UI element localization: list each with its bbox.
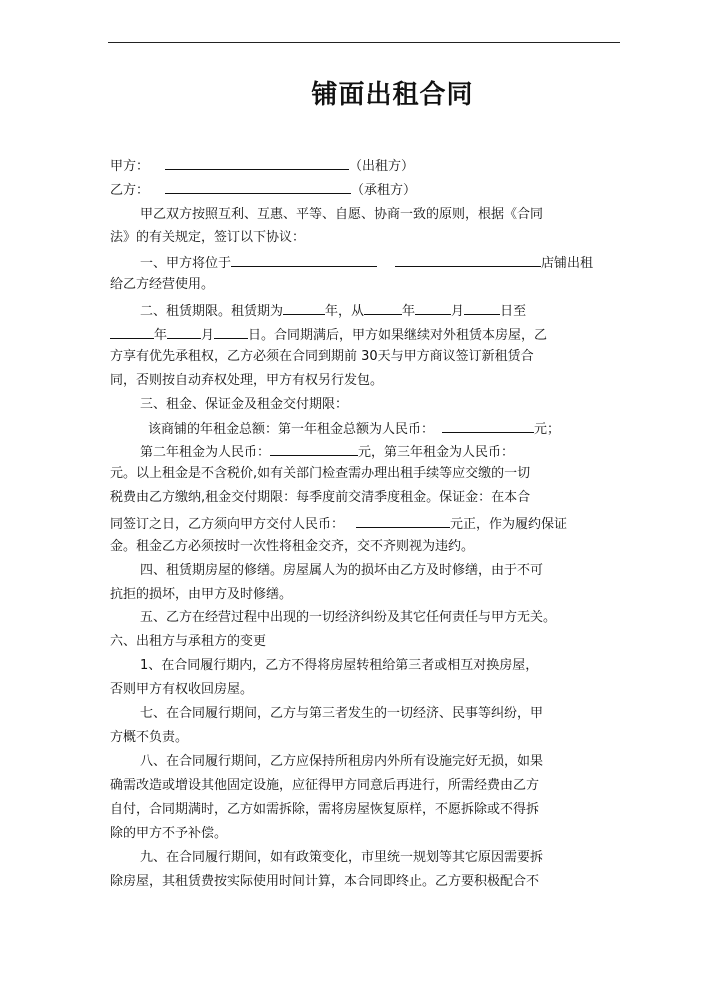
clause-2-text: 年 — [154, 328, 168, 343]
rent-text: 元； — [534, 422, 561, 437]
clause-2-text: 年，从 — [325, 304, 365, 319]
paragraph-line: 抗拒的损坏，由甲方及时修缮。 — [110, 587, 293, 602]
paragraph-line: 元。以上租金是不含税价,如有关部门检查需办理出租手续等应交缴的一切 — [110, 466, 531, 481]
party-b-line — [110, 179, 416, 200]
rent-text: 第二年租金为人民币： — [140, 445, 271, 460]
document-title: 铺面出租合同 — [311, 80, 474, 110]
start-year-blank — [364, 300, 402, 315]
party-b-blank — [165, 179, 351, 194]
end-year-blank — [110, 324, 154, 339]
paragraph-line: 1、在合同履行期内，乙方不得将房屋转租给第三者或相互对换房屋， — [140, 658, 539, 673]
party-a-label: 甲方： — [110, 159, 150, 174]
clause-2-text: 日。合同期满后，甲方如果继续对外租赁本房屋，乙 — [248, 328, 548, 343]
start-day-blank — [464, 300, 500, 315]
end-month-blank — [167, 324, 201, 339]
clause-2-line-2 — [110, 324, 547, 345]
rent-year-1-blank — [442, 418, 534, 433]
location-blank-2 — [395, 252, 541, 267]
paragraph-line: 方享有优先承租权，乙方必须在合同到期前 30天与甲方商议签订新租赁合 — [110, 349, 534, 364]
location-blank — [231, 252, 377, 267]
paragraph-line: 税费由乙方缴纳,租金交付期限：每季度前交清季度租金。保证金：在本合 — [110, 490, 531, 505]
paragraph-line: 自付，合同期满时，乙方如需拆除，需将房屋恢复原样，不愿拆除或不得拆 — [110, 802, 540, 817]
paragraph-line: 四、租赁期房屋的修缮。房屋属人为的损坏由乙方及时修缮，由于不可 — [140, 563, 544, 578]
header-rule — [108, 42, 620, 43]
deposit-text: 元正，作为履约保证 — [450, 517, 568, 532]
paragraph-line: 八、在合同履行期间，乙方应保持所租房内外所有设施完好无损，如果 — [140, 754, 544, 769]
rent-year-2-blank — [270, 441, 358, 456]
rent-year-1-line — [148, 418, 560, 439]
party-a-blank — [165, 155, 349, 170]
paragraph-line: 给乙方经营使用。 — [110, 277, 215, 292]
term-years-blank — [283, 300, 325, 315]
start-month-blank — [415, 300, 451, 315]
party-a-role: （出租方） — [349, 159, 415, 174]
paragraph-line: 方概不负责。 — [110, 730, 189, 745]
clause-2-text: 月 — [451, 304, 465, 319]
clause-2-text: 二、租赁期限。租赁期为 — [140, 304, 284, 319]
paragraph-line: 三、租金、保证金及租金交付期限： — [140, 397, 349, 412]
paragraph-line: 九、在合同履行期间，如有政策变化，市里统一规划等其它原因需要拆 — [140, 850, 544, 865]
paragraph-line: 除的甲方不予补偿。 — [110, 826, 228, 841]
party-a-line — [110, 155, 414, 176]
deposit-text: 同签订之日，乙方须向甲方交付人民币： — [110, 517, 345, 532]
clause-1-text-end: 店铺出租 — [541, 256, 594, 271]
paragraph-line: 法》的有关规定，签订以下协议： — [110, 230, 306, 245]
section-heading: 六、出租方与承租方的变更 — [110, 634, 267, 649]
paragraph-line: 金。租金乙方必须按时一次性将租金交齐，交不齐则视为违约。 — [110, 539, 475, 554]
clause-2-line — [140, 300, 526, 321]
rent-year-2-line — [140, 441, 514, 462]
rent-text: 该商铺的年租金总额：第一年租金总额为人民币： — [148, 422, 435, 437]
deposit-blank — [356, 513, 450, 528]
rent-text: 元，第三年租金为人民币： — [358, 445, 515, 460]
end-day-blank — [214, 324, 248, 339]
clause-2-text: 年 — [402, 304, 416, 319]
paragraph-line: 同，否则按自动弃权处理，甲方有权另行发包。 — [110, 373, 384, 388]
paragraph-line: 七、在合同履行期间，乙方与第三者发生的一切经济、民事等纠纷，甲 — [140, 706, 544, 721]
clause-1-text: 一、甲方将位于 — [140, 256, 232, 271]
paragraph-line: 甲乙双方按照互利、互惠、平等、自愿、协商一致的原则，根据《合同 — [140, 207, 544, 222]
party-b-label: 乙方： — [110, 183, 150, 198]
paragraph-line: 否则甲方有权收回房屋。 — [110, 682, 254, 697]
clause-1-line — [140, 252, 593, 273]
paragraph-line: 确需改造或增设其他固定设施，应征得甲方同意后再进行，所需经费由乙方 — [110, 778, 540, 793]
paragraph-line: 五、乙方在经营过程中出现的一切经济纠纷及其它任何责任与甲方无关。 — [140, 610, 557, 625]
party-b-role: （承租方） — [351, 183, 417, 198]
paragraph-line: 除房屋，其租赁费按实际使用时间计算，本合同即终止。乙方要积极配合不 — [110, 874, 540, 889]
deposit-line — [110, 513, 567, 534]
clause-2-text: 月 — [201, 328, 215, 343]
clause-2-text: 日至 — [500, 304, 527, 319]
